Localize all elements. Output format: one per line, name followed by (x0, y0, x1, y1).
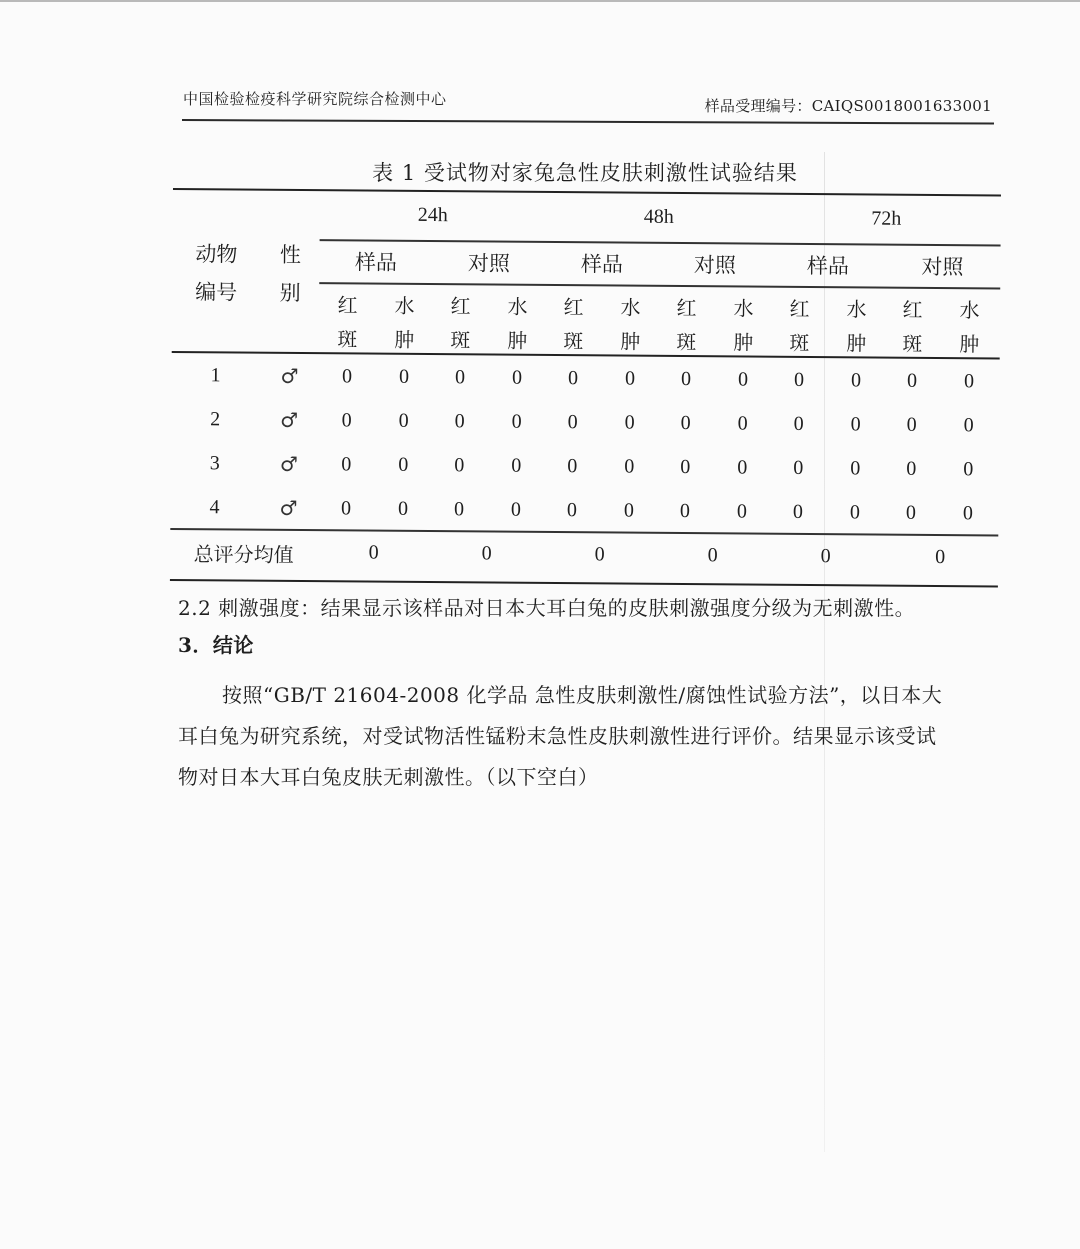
sign-erythema-line1: 红 (789, 296, 810, 322)
section-2-2-paragraph: 2.2 刺激强度：结果显示该样品对日本大耳白兔的皮肤刺激强度分级为无刺激性。 (178, 596, 916, 620)
score-cell: 0 (623, 499, 635, 522)
score-cell: 0 (737, 456, 748, 479)
sign-edema-line1: 水 (733, 296, 754, 321)
sign-edema-line2: 肿 (507, 328, 528, 353)
score-cell: 0 (510, 498, 522, 521)
score-cell: 0 (680, 455, 691, 479)
sign-edema-line2: 肿 (846, 331, 867, 356)
total-row-rule (170, 528, 998, 536)
score-cell: 0 (511, 410, 522, 433)
score-cell: 0 (398, 453, 409, 476)
sign-erythema-line1: 红 (676, 295, 697, 321)
score-cell: 0 (963, 458, 974, 481)
animal-no-cell: 2 (210, 408, 221, 431)
sign-erythema-line2: 斑 (789, 330, 810, 356)
group-control-72h: 对照 (921, 254, 964, 280)
sample-number-value: CAIQS0018001633001 (811, 97, 992, 115)
score-cell: 0 (849, 501, 861, 524)
score-cell: 0 (737, 368, 749, 391)
sex-male-icon: ♂ (279, 451, 298, 476)
score-cell: 0 (905, 501, 917, 524)
sign-edema-line1: 水 (959, 298, 980, 323)
table-caption: 表 1 受试物对家兔急性皮肤刺激性试验结果 (372, 161, 798, 185)
score-cell: 0 (624, 455, 635, 478)
animal-no-cell: 3 (209, 452, 220, 475)
score-cell: 0 (736, 500, 748, 523)
score-cell: 0 (566, 499, 578, 522)
score-cell: 0 (850, 413, 861, 436)
sign-erythema-line2: 斑 (676, 329, 697, 355)
group-control-24h: 对照 (467, 251, 511, 276)
sign-erythema-line2: 斑 (563, 329, 584, 354)
score-cell: 0 (454, 366, 466, 389)
sign-edema-line1: 水 (507, 294, 528, 319)
total-score-48h-sample: 0 (594, 543, 605, 566)
conclusion-line-3: 物对日本大耳白兔皮肤无刺激性。（以下空白） (178, 765, 599, 789)
total-score-72h-sample: 0 (820, 545, 831, 568)
sample-number-label: 样品受理编号： (704, 97, 812, 115)
conclusion-line-2: 耳白兔为研究系统，对受试物活性锰粉末急性皮肤刺激性进行评价。结果显示该受试 (178, 724, 937, 748)
total-score-24h-sample: 0 (368, 541, 379, 564)
sex-male-icon: ♂ (279, 495, 298, 520)
score-cell: 0 (624, 411, 635, 434)
header-rule (182, 119, 994, 125)
sign-edema-line2: 肿 (620, 329, 641, 354)
score-cell: 0 (453, 498, 465, 521)
sign-edema-line1: 水 (394, 293, 415, 318)
sign-erythema-line1: 红 (902, 297, 923, 322)
score-cell: 0 (850, 369, 862, 392)
score-cell: 0 (454, 454, 465, 477)
score-cell: 0 (341, 409, 352, 432)
score-cell: 0 (679, 499, 691, 523)
score-cell: 0 (793, 412, 804, 435)
total-score-72h-control: 0 (935, 545, 946, 569)
group-header-rule (319, 282, 1000, 289)
animal-no-cell: 4 (209, 496, 220, 519)
group-sample-48h: 样品 (580, 252, 624, 277)
score-cell: 0 (340, 497, 352, 520)
group-control-48h: 对照 (693, 253, 737, 278)
total-score-48h-control: 0 (707, 544, 718, 567)
sign-erythema-line1: 红 (450, 294, 471, 319)
sex-male-icon: ♂ (280, 363, 299, 388)
score-cell: 0 (906, 369, 918, 392)
score-cell: 0 (793, 368, 805, 391)
time-48h: 48h (643, 205, 674, 228)
sign-edema-line1: 水 (846, 297, 867, 322)
score-cell: 0 (680, 411, 691, 435)
score-cell: 0 (963, 370, 975, 393)
score-cell: 0 (511, 454, 522, 477)
institution-name: 中国检验检疫科学研究院综合检测中心 (183, 90, 447, 108)
table-bottom-rule (170, 579, 998, 588)
total-score-label: 总评分均值 (193, 542, 294, 567)
col-sex-header-line1: 性 (279, 242, 302, 268)
score-cell: 0 (341, 453, 352, 476)
score-cell: 0 (511, 366, 523, 389)
score-cell: 0 (792, 500, 804, 523)
sex-male-icon: ♂ (280, 407, 299, 432)
sign-edema-line2: 肿 (959, 332, 980, 357)
table-top-rule (173, 188, 1001, 197)
score-cell: 0 (737, 412, 748, 435)
score-cell: 0 (850, 457, 861, 480)
score-cell: 0 (963, 414, 974, 437)
col-animal-no-header-line2: 编号 (195, 280, 238, 305)
score-cell: 0 (624, 367, 636, 390)
score-cell: 0 (341, 365, 353, 388)
sign-erythema-line1: 红 (337, 293, 358, 318)
time-24h: 24h (417, 203, 448, 227)
score-cell: 0 (567, 411, 578, 434)
section-3-heading: 3．结论 (178, 633, 254, 657)
group-sample-24h: 样品 (354, 250, 398, 275)
score-cell: 0 (906, 413, 917, 436)
score-cell: 0 (398, 409, 409, 432)
sign-edema-line2: 肿 (733, 330, 754, 355)
sample-number (705, 95, 992, 116)
result-table (170, 188, 1001, 588)
sign-erythema-line2: 斑 (450, 328, 471, 353)
total-score-24h-control: 0 (481, 542, 492, 565)
score-cell: 0 (793, 456, 804, 479)
sign-edema-line2: 肿 (394, 327, 415, 352)
score-cell: 0 (567, 367, 579, 390)
animal-no-cell: 1 (210, 364, 221, 387)
sign-edema-line1: 水 (620, 295, 641, 320)
col-sex-header-line2: 别 (279, 280, 301, 306)
score-cell: 0 (906, 457, 917, 480)
score-cell: 0 (454, 410, 465, 433)
time-header-rule (320, 239, 1001, 246)
conclusion-line-1: 按照“GB/T 21604-2008 化学品 急性皮肤刺激性/腐蚀性试验方法”，以日本大 (222, 683, 943, 707)
sign-erythema-line2: 斑 (337, 327, 358, 352)
score-cell: 0 (680, 367, 692, 391)
sign-erythema-line1: 红 (563, 295, 584, 320)
score-cell: 0 (962, 502, 974, 525)
time-72h: 72h (871, 207, 902, 230)
col-animal-no-header-line1: 动物 (195, 242, 238, 267)
score-cell: 0 (398, 365, 410, 388)
group-sample-72h: 样品 (806, 253, 850, 279)
sign-erythema-line2: 斑 (902, 331, 923, 356)
score-cell: 0 (397, 497, 409, 520)
score-cell: 0 (567, 455, 578, 478)
